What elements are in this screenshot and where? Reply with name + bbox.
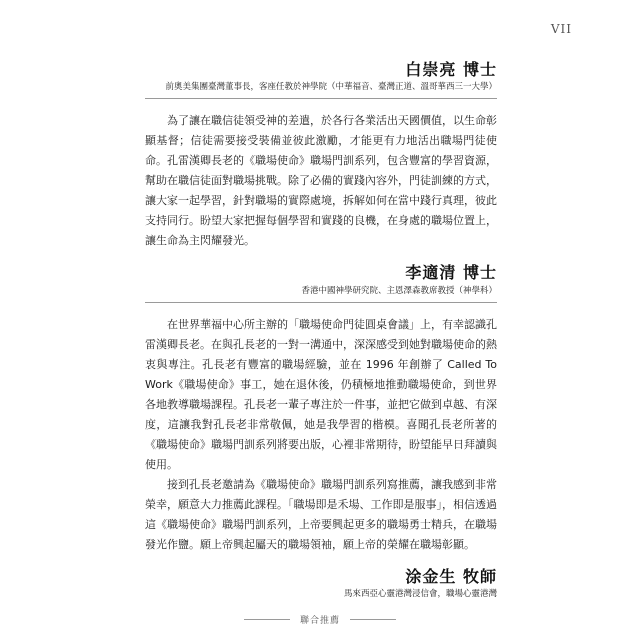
footer-line-right bbox=[350, 619, 396, 620]
endorsement-paragraph: 接到孔長老邀請為《職場使命》職場門訓系列寫推薦，讓我感到非常榮幸，願意大力推薦此課程。「職場即是禾場、工作即是服事」，相信透過這《職場使命》職場門訓系列，上帝要興起更多的職場勇士精兵，在職場發光作鹽。願上帝興起屬天的職場領袖，願上帝的榮耀在職場彰顯。 bbox=[145, 477, 497, 551]
footer-line-left bbox=[244, 619, 290, 620]
endorsement-paragraph: 在世界華福中心所主辦的「職場使命門徒圓桌會議」上，有幸認識孔雷漢卿長老。在與孔長老的一對一溝通中，深深感受到她對職場使命的熱衷與專注。孔長老有豐富的職場經驗，並在 1996 年創辦了 Called To Work《職場使命》事工，她在退休後，仍積極地推動職場使命，到世界各地教導職場課程。孔長老一輩子專注於一件事，並把它做到卓越、有深度，這讓我對孔長老非常敬佩，她是我學習的楷模。喜聞孔長老所著的《職場使命》職場門訓系列將要出版，心裡非常期待，盼望能早日拜讀與使用。 bbox=[145, 317, 497, 471]
endorser-affiliation: 香港中國神學研究院、主恩澤森教席教授（神學科） bbox=[301, 285, 497, 296]
endorsement-paragraph: 為了讓在職信徒領受神的差遣，於各行各業活出天國價值，以生命彰顯基督；信徒需要接受裝備並彼此激勵，才能更有力地活出職場門徒使命。孔雷漢卿長老的《職場使命》職場門訓系列，包含豐富的學習資源，幫助在職信徒面對職場挑戰。除了必備的實踐內容外，門徒訓練的方式，讓大家一起學習，針對職場的實際處境，拆解如何在當中踐行真理，彼此支持同行。盼望大家把握每個學習和實踐的良機，在身處的職場位置上，讓生命為主閃耀發光。 bbox=[145, 114, 497, 248]
endorsements bbox=[145, 60, 497, 611]
endorsement-li bbox=[145, 263, 497, 554]
signature bbox=[145, 567, 497, 599]
footer bbox=[0, 613, 640, 626]
page-number: VII bbox=[550, 22, 572, 36]
endorser-affiliation: 馬來西亞心靈港灣浸信會，職場心靈港灣 bbox=[343, 588, 497, 599]
signature bbox=[145, 263, 497, 295]
signature bbox=[145, 60, 497, 92]
footer-label: 聯合推薦 bbox=[299, 616, 340, 626]
endorser-affiliation: 前奧美集團臺灣董事長，客座任教於神學院（中華福音、臺灣正道、溫哥華西三一大學） bbox=[165, 82, 497, 93]
endorsement-bai bbox=[145, 60, 497, 251]
endorser-name: 李適清 博士 bbox=[405, 263, 497, 283]
endorser-name: 白崇亮 博士 bbox=[405, 60, 497, 79]
endorser-name: 涂金生 牧師 bbox=[405, 566, 497, 586]
divider bbox=[145, 302, 497, 303]
divider bbox=[145, 98, 497, 99]
endorsement-tu bbox=[145, 567, 497, 599]
